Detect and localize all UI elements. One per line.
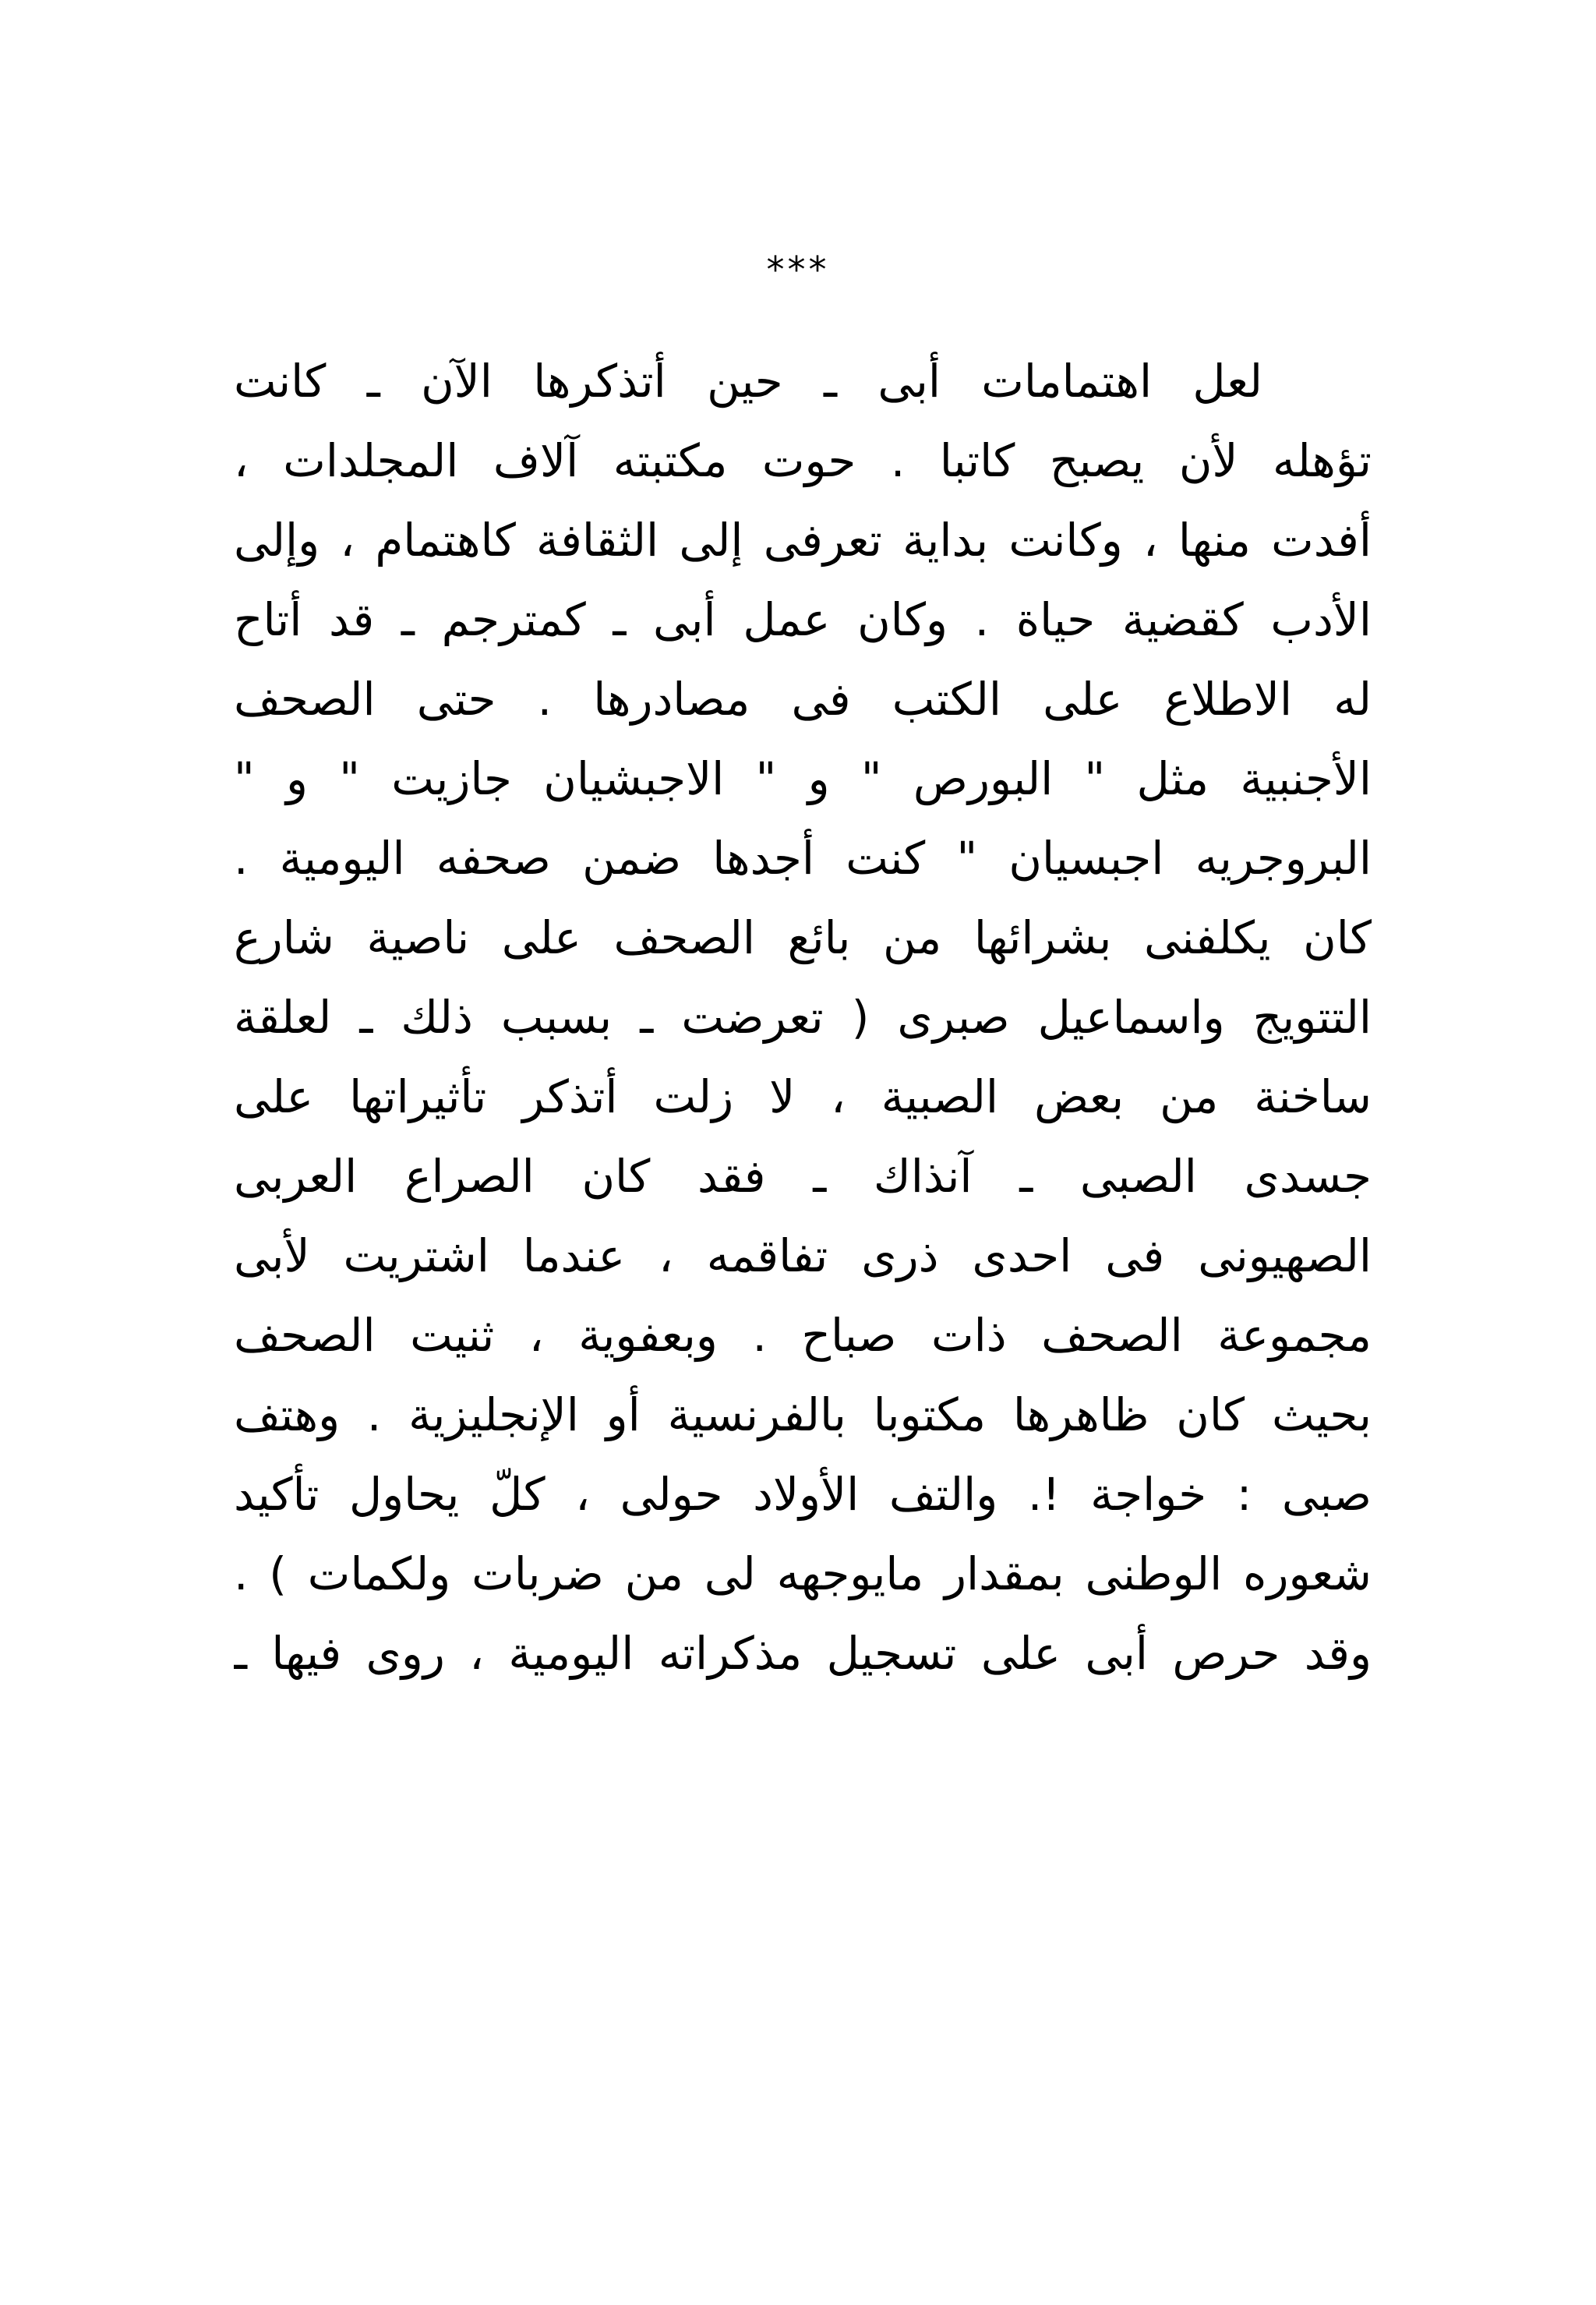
text-line: بحيث كان ظاهرها مكتوبا بالفرنسية أو الإنجليزية . وهتف — [234, 1388, 1372, 1441]
text-line: ساخنة من بعض الصبية ، لا زلت أتذكر تأثيراتها على — [234, 1070, 1372, 1123]
section-separator: *** — [766, 249, 830, 291]
text-line: تؤهله لأن يصبح كاتبا . حوت مكتبته آلاف المجلدات ، — [234, 434, 1372, 487]
text-line: له الاطلاع على الكتب فى مصادرها . حتى الصحف — [234, 673, 1372, 726]
text-line: التتويج واسماعيل صبرى ( تعرضت ـ بسبب ذلك ـ لعلقة — [234, 991, 1372, 1044]
text-line: شعوره الوطنى بمقدار مايوجهه لى من ضربات ولكمات ) . — [234, 1547, 1372, 1600]
text-line: صبى : خواجة !. والتف الأولاد حولى ، كلّ يحاول تأكيد — [234, 1468, 1372, 1521]
text-line: لعل اهتمامات أبى ـ حين أتذكرها الآن ـ كانت — [234, 355, 1262, 408]
text-line: جسدى الصبى ـ آنذاك ـ فقد كان الصراع العربى — [234, 1150, 1372, 1203]
text-line: الصهيونى فى احدى ذرى تفاقمه ، عندما اشتريت لأبى — [234, 1229, 1372, 1282]
text-line: مجموعة الصحف ذات صباح . وبعفوية ، ثنيت الصحف — [234, 1309, 1372, 1362]
text-line: كان يكلفنى بشرائها من بائع الصحف على ناصية شارع — [234, 911, 1372, 964]
text-line: الأجنبية مثل " البورص " و " الاجبشيان جازيت " و " — [234, 752, 1372, 805]
body-text — [234, 341, 1372, 1693]
text-line: أفدت منها ، وكانت بداية تعرفى إلى الثقافة كاهتمام ، وإلى — [234, 514, 1372, 567]
text-line: الأدب كقضية حياة . وكان عمل أبى ـ كمترجم ـ قد أتاح — [234, 593, 1372, 646]
text-line: البروجريه اجبسيان " كنت أجدها ضمن صحفه اليومية . — [234, 832, 1372, 885]
text-line: وقد حرص أبى على تسجيل مذكراته اليومية ، روى فيها ـ — [234, 1627, 1372, 1680]
